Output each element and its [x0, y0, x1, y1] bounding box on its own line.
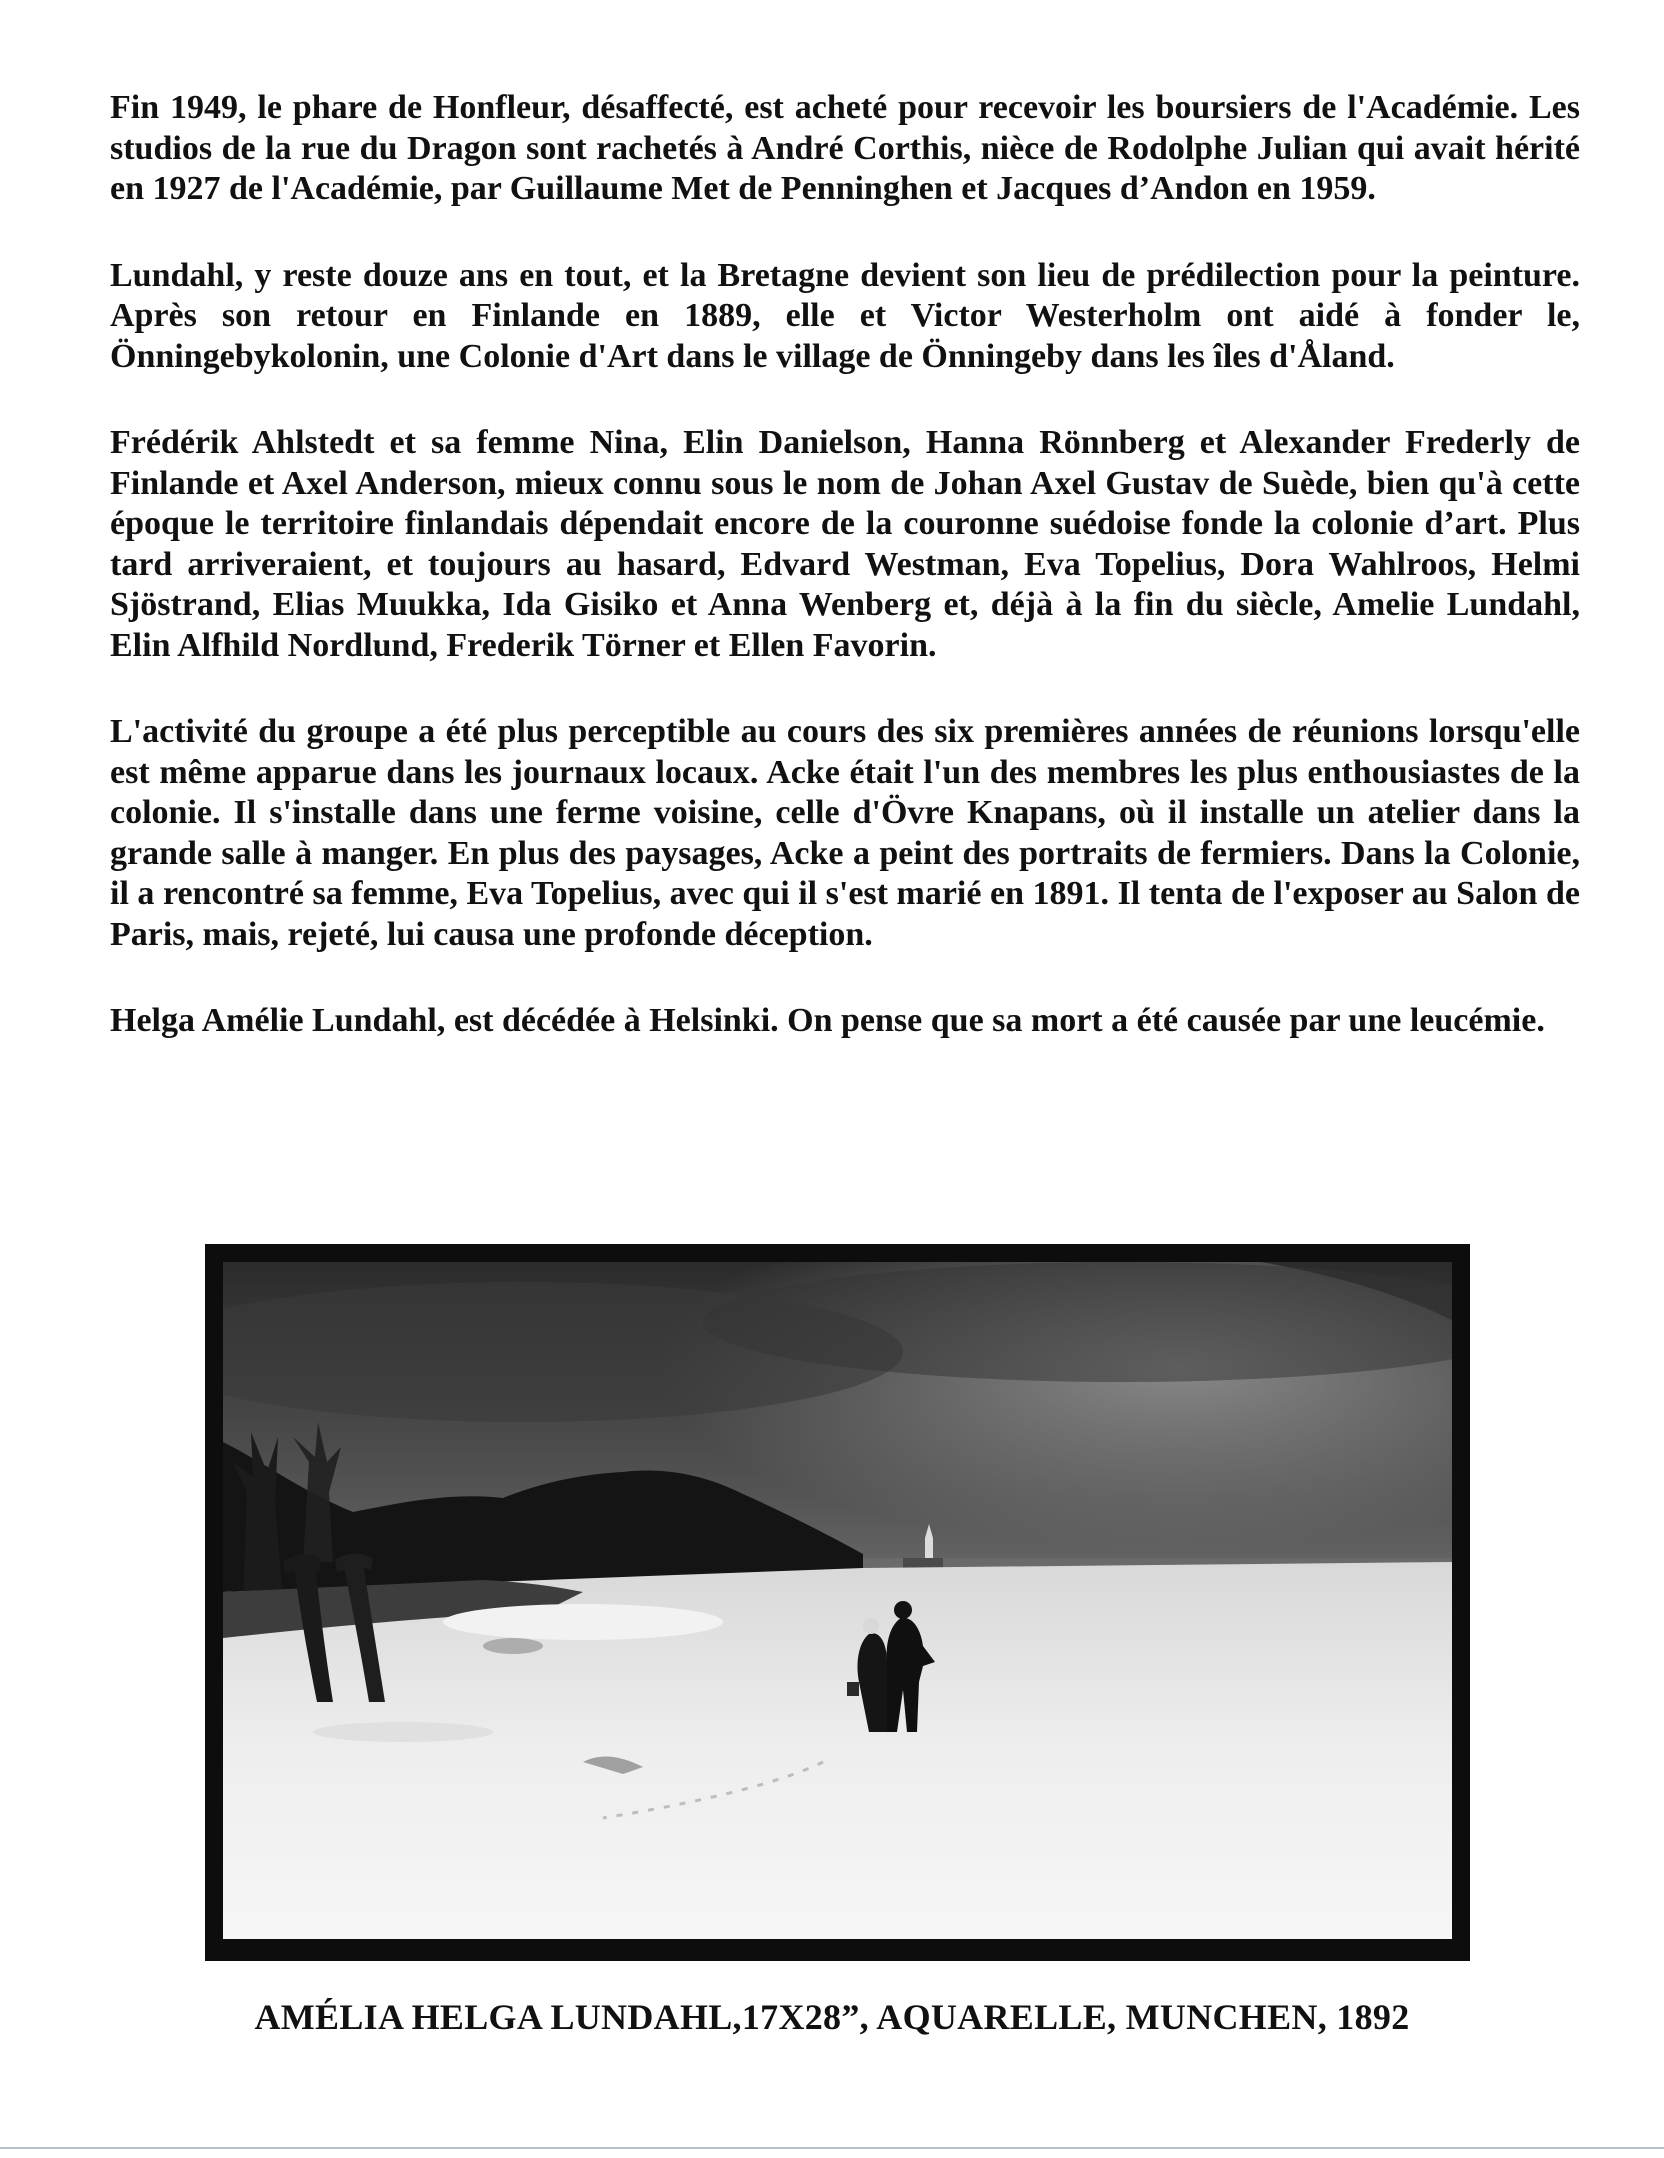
page-bottom-rule	[0, 2147, 1664, 2149]
painting-frame	[205, 1244, 1470, 1961]
paragraph-colony-members: Frédérik Ahlstedt et sa femme Nina, Elin Danielson, Hanna Rönnberg et Alexander Frederly de Finlande et Axel Anderson, mieux connu sous le nom de Johan Axel Gustav de Suède, bien qu'à cette époque le territoire finlandais dépendait encore de la couronne suédoise fonde la colonie d’art. Plus tard arriveraient, et toujours au hasard, Edvard Westman, Eva Topelius, Dora Wahlroos, Helmi Sjöstrand, Elias Muukka, Ida Gisiko et Anna Wenberg et, déjà à la fin du siècle, Amelie Lundahl, Elin Alfhild Nordlund, Frederik Törner et Ellen Favorin.	[110, 424, 1580, 664]
paragraph-honfleur: Fin 1949, le phare de Honfleur, désaffecté, est acheté pour recevoir les boursiers de l'Académie. Les studios de la rue du Dragon sont rachetés à André Corthis, nièce de Rodolphe Julian qui avait hérité en 1927 de l'Académie, par Guillaume Met de Penninghen et Jacques d’Andon en 1959.	[110, 89, 1580, 207]
paragraph-bretagne: Lundahl, y reste douze ans en tout, et la Bretagne devient son lieu de prédilection pour la peinture. Après son retour en Finlande en 1889, elle et Victor Westerholm ont aidé à fonder le, Önningebykolonin, une Colonie d'Art dans le village de Önningeby dans les îles d'Åland.	[110, 256, 1580, 375]
body-text	[110, 88, 1580, 1088]
paragraph-group-activity: L'activité du groupe a été plus perceptible au cours des six premières années de réunions lorsqu'elle est même apparue dans les journaux locaux. Acke était l'un des membres les plus enthousiastes de la colonie. Il s'installe dans une ferme voisine, celle d'Övre Knapans, où il installe un atelier dans la grande salle à manger. En plus des paysages, Acke a peint des portraits de fermiers. Dans la Colonie, il a rencontré sa femme, Eva Topelius, avec qui il s'est marié en 1891. Il tenta de l'exposer au Salon de Paris, mais, rejeté, lui causa une profonde déception.	[110, 713, 1580, 953]
painting-caption: AMÉLIA HELGA LUNDAHL,17X28”, AQUARELLE, MUNCHEN, 1892	[254, 1997, 1410, 2037]
paragraph-death: Helga Amélie Lundahl, est décédée à Helsinki. On pense que sa mort a été causée par une leucémie.	[110, 1002, 1545, 1039]
winter-landscape-painting	[223, 1262, 1452, 1939]
